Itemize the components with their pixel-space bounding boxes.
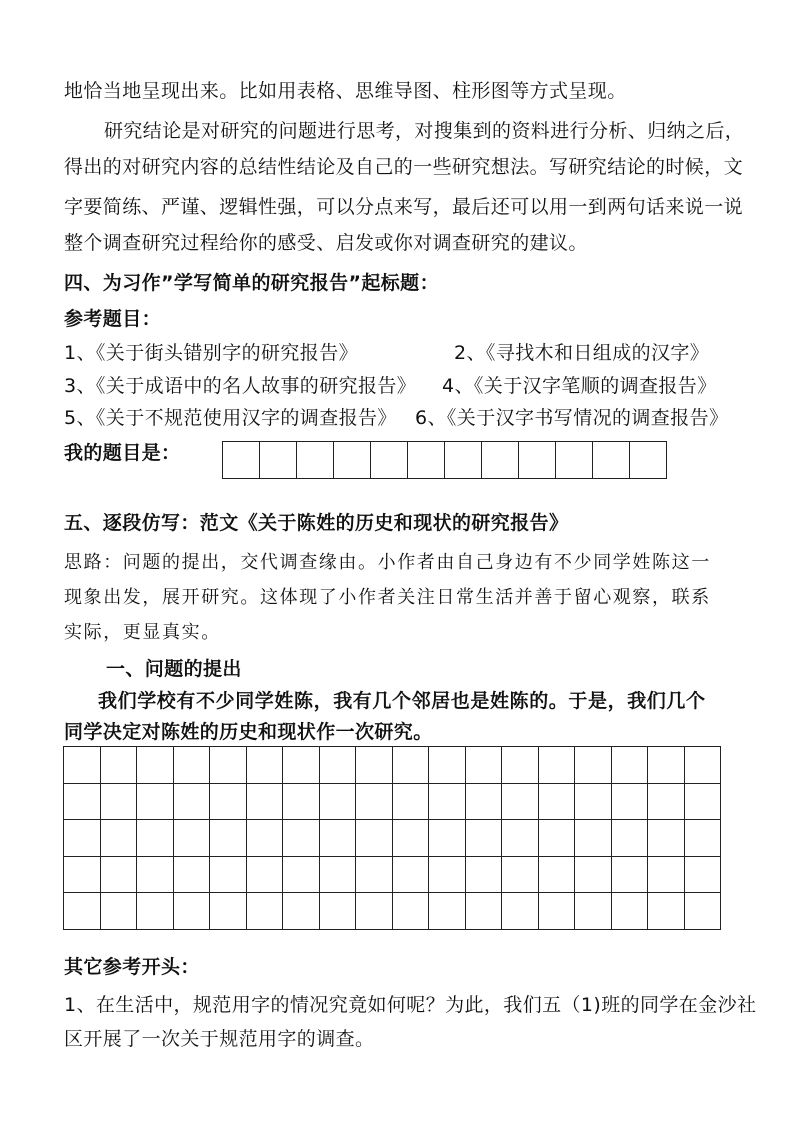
writing-cell[interactable] xyxy=(465,747,502,784)
example-line: 我们学校有不少同学姓陈，我有几个邻居也是姓陈的。于是，我们几个 xyxy=(98,690,706,712)
writing-cell[interactable] xyxy=(648,783,685,820)
writing-cell[interactable] xyxy=(356,747,393,784)
writing-cell[interactable] xyxy=(356,783,393,820)
writing-cell[interactable] xyxy=(210,820,247,857)
other-opening-line: 1、在生活中，规范用字的情况究竟如何呢？为此，我们五（1)班的同学在金沙社 xyxy=(64,994,757,1016)
writing-cell[interactable] xyxy=(465,893,502,930)
writing-cell[interactable] xyxy=(100,893,137,930)
paragraph-line: 得出的对研究内容的总结性结论及自己的一些研究想法。写研究结论的时候，文 xyxy=(64,156,744,178)
reference-topics-label: 参考题目： xyxy=(64,308,162,330)
writing-cell[interactable] xyxy=(246,893,283,930)
writing-cell[interactable] xyxy=(100,856,137,893)
writing-cell[interactable] xyxy=(538,856,575,893)
writing-cell[interactable] xyxy=(137,820,174,857)
writing-cell[interactable] xyxy=(64,893,101,930)
writing-cell[interactable] xyxy=(429,783,466,820)
title-cell[interactable] xyxy=(334,442,371,479)
writing-cell[interactable] xyxy=(684,893,721,930)
other-opening-line: 区开展了一次关于规范用字的调查。 xyxy=(64,1028,375,1050)
writing-cell[interactable] xyxy=(502,747,539,784)
writing-cell[interactable] xyxy=(611,747,648,784)
writing-cell[interactable] xyxy=(283,747,320,784)
writing-cell[interactable] xyxy=(137,856,174,893)
title-cell[interactable] xyxy=(556,442,593,479)
writing-cell[interactable] xyxy=(100,820,137,857)
writing-cell[interactable] xyxy=(246,783,283,820)
writing-cell[interactable] xyxy=(173,820,210,857)
writing-cell[interactable] xyxy=(648,893,685,930)
writing-cell[interactable] xyxy=(319,747,356,784)
writing-cell[interactable] xyxy=(611,856,648,893)
writing-cell[interactable] xyxy=(319,893,356,930)
topic-item: 4、《关于汉字笔顺的调查报告》 xyxy=(442,375,717,397)
writing-cell[interactable] xyxy=(100,747,137,784)
writing-cell[interactable] xyxy=(538,893,575,930)
writing-cell[interactable] xyxy=(319,820,356,857)
paragraph-line: 整个调查研究过程给你的感受、启发或你对调查研究的建议。 xyxy=(64,232,588,254)
writing-cell[interactable] xyxy=(173,856,210,893)
writing-cell[interactable] xyxy=(246,856,283,893)
section-4-heading: 四、为习作”学写简单的研究报告”起标题： xyxy=(64,272,439,294)
sub-heading: 一、问题的提出 xyxy=(106,658,242,680)
writing-cell[interactable] xyxy=(173,893,210,930)
title-cell[interactable] xyxy=(519,442,556,479)
my-title-label: 我的题目是： xyxy=(64,442,181,464)
title-writing-grid xyxy=(222,441,667,479)
writing-cell[interactable] xyxy=(137,893,174,930)
writing-cell[interactable] xyxy=(246,820,283,857)
writing-cell[interactable] xyxy=(246,747,283,784)
writing-cell[interactable] xyxy=(64,820,101,857)
writing-cell[interactable] xyxy=(611,820,648,857)
writing-cell[interactable] xyxy=(283,783,320,820)
writing-cell[interactable] xyxy=(283,856,320,893)
writing-cell[interactable] xyxy=(684,820,721,857)
writing-cell[interactable] xyxy=(429,856,466,893)
topic-item: 5、《关于不规范使用汉字的调查报告》 xyxy=(64,407,397,429)
title-cell[interactable] xyxy=(260,442,297,479)
writing-cell[interactable] xyxy=(137,783,174,820)
writing-cell[interactable] xyxy=(538,783,575,820)
thought-line: 现象出发，展开研究。这体现了小作者关注日常生活并善于留心观察，联系 xyxy=(64,587,711,608)
thought-line: 思路：问题的提出，交代调查缘由。小作者由自己身边有不少同学姓陈这一 xyxy=(64,552,711,573)
writing-cell[interactable] xyxy=(392,820,429,857)
title-cell[interactable] xyxy=(297,442,334,479)
writing-cell[interactable] xyxy=(137,747,174,784)
writing-cell[interactable] xyxy=(538,820,575,857)
writing-cell[interactable] xyxy=(210,856,247,893)
other-openings-heading: 其它参考开头： xyxy=(64,956,200,978)
writing-cell[interactable] xyxy=(173,783,210,820)
title-cell[interactable] xyxy=(482,442,519,479)
writing-cell[interactable] xyxy=(575,856,612,893)
writing-cell[interactable] xyxy=(429,747,466,784)
paragraph-line: 字要简练、严谨、逻辑性强，可以分点来写，最后还可以用一到两句话来说一说 xyxy=(64,196,744,218)
writing-cell[interactable] xyxy=(575,820,612,857)
writing-cell[interactable] xyxy=(502,856,539,893)
writing-cell[interactable] xyxy=(392,893,429,930)
writing-cell[interactable] xyxy=(465,783,502,820)
writing-cell[interactable] xyxy=(502,783,539,820)
section-5-heading: 五、逐段仿写：范文《关于陈姓的历史和现状的研究报告》 xyxy=(64,512,569,534)
title-cell[interactable] xyxy=(593,442,630,479)
topic-item: 2、《寻找木和日组成的汉字》 xyxy=(454,342,710,364)
writing-cell[interactable] xyxy=(319,783,356,820)
paragraph-line: 地恰当地呈现出来。比如用表格、思维导图、柱形图等方式呈现。 xyxy=(64,80,627,102)
writing-cell[interactable] xyxy=(283,820,320,857)
writing-cell[interactable] xyxy=(100,783,137,820)
writing-cell[interactable] xyxy=(210,783,247,820)
writing-cell[interactable] xyxy=(538,747,575,784)
writing-cell[interactable] xyxy=(502,893,539,930)
writing-cell[interactable] xyxy=(611,893,648,930)
writing-cell[interactable] xyxy=(575,783,612,820)
writing-cell[interactable] xyxy=(64,747,101,784)
example-line: 同学决定对陈姓的历史和现状作一次研究。 xyxy=(64,721,433,743)
writing-cell[interactable] xyxy=(64,856,101,893)
writing-cell[interactable] xyxy=(356,856,393,893)
writing-cell[interactable] xyxy=(283,893,320,930)
title-cell[interactable] xyxy=(630,442,667,479)
topic-item: 1、《关于街头错别字的研究报告》 xyxy=(64,342,358,364)
writing-cell[interactable] xyxy=(611,783,648,820)
writing-cell[interactable] xyxy=(684,856,721,893)
writing-cell[interactable] xyxy=(502,820,539,857)
topic-item: 6、《关于汉字书写情况的调查报告》 xyxy=(415,407,729,429)
title-cell[interactable] xyxy=(445,442,482,479)
paragraph-line: 研究结论是对研究的问题进行思考，对搜集到的资料进行分析、归纳之后， xyxy=(104,120,745,142)
writing-cell[interactable] xyxy=(356,893,393,930)
title-cell[interactable] xyxy=(408,442,445,479)
writing-cell[interactable] xyxy=(648,856,685,893)
topic-item: 3、《关于成语中的名人故事的研究报告》 xyxy=(64,375,417,397)
writing-cell[interactable] xyxy=(210,747,247,784)
writing-cell[interactable] xyxy=(684,747,721,784)
writing-cell[interactable] xyxy=(392,783,429,820)
thought-line: 实际，更显真实。 xyxy=(64,622,221,643)
writing-cell[interactable] xyxy=(648,747,685,784)
writing-cell[interactable] xyxy=(392,747,429,784)
imitation-writing-grid xyxy=(63,746,721,930)
writing-cell[interactable] xyxy=(392,856,429,893)
writing-cell[interactable] xyxy=(465,820,502,857)
writing-cell[interactable] xyxy=(575,893,612,930)
writing-cell[interactable] xyxy=(356,820,393,857)
writing-cell[interactable] xyxy=(429,893,466,930)
writing-cell[interactable] xyxy=(319,856,356,893)
writing-cell[interactable] xyxy=(429,820,466,857)
writing-cell[interactable] xyxy=(465,856,502,893)
title-cell[interactable] xyxy=(371,442,408,479)
writing-cell[interactable] xyxy=(64,783,101,820)
writing-cell[interactable] xyxy=(173,747,210,784)
writing-cell[interactable] xyxy=(575,747,612,784)
writing-cell[interactable] xyxy=(648,820,685,857)
title-cell[interactable] xyxy=(223,442,260,479)
writing-cell[interactable] xyxy=(684,783,721,820)
writing-cell[interactable] xyxy=(210,893,247,930)
